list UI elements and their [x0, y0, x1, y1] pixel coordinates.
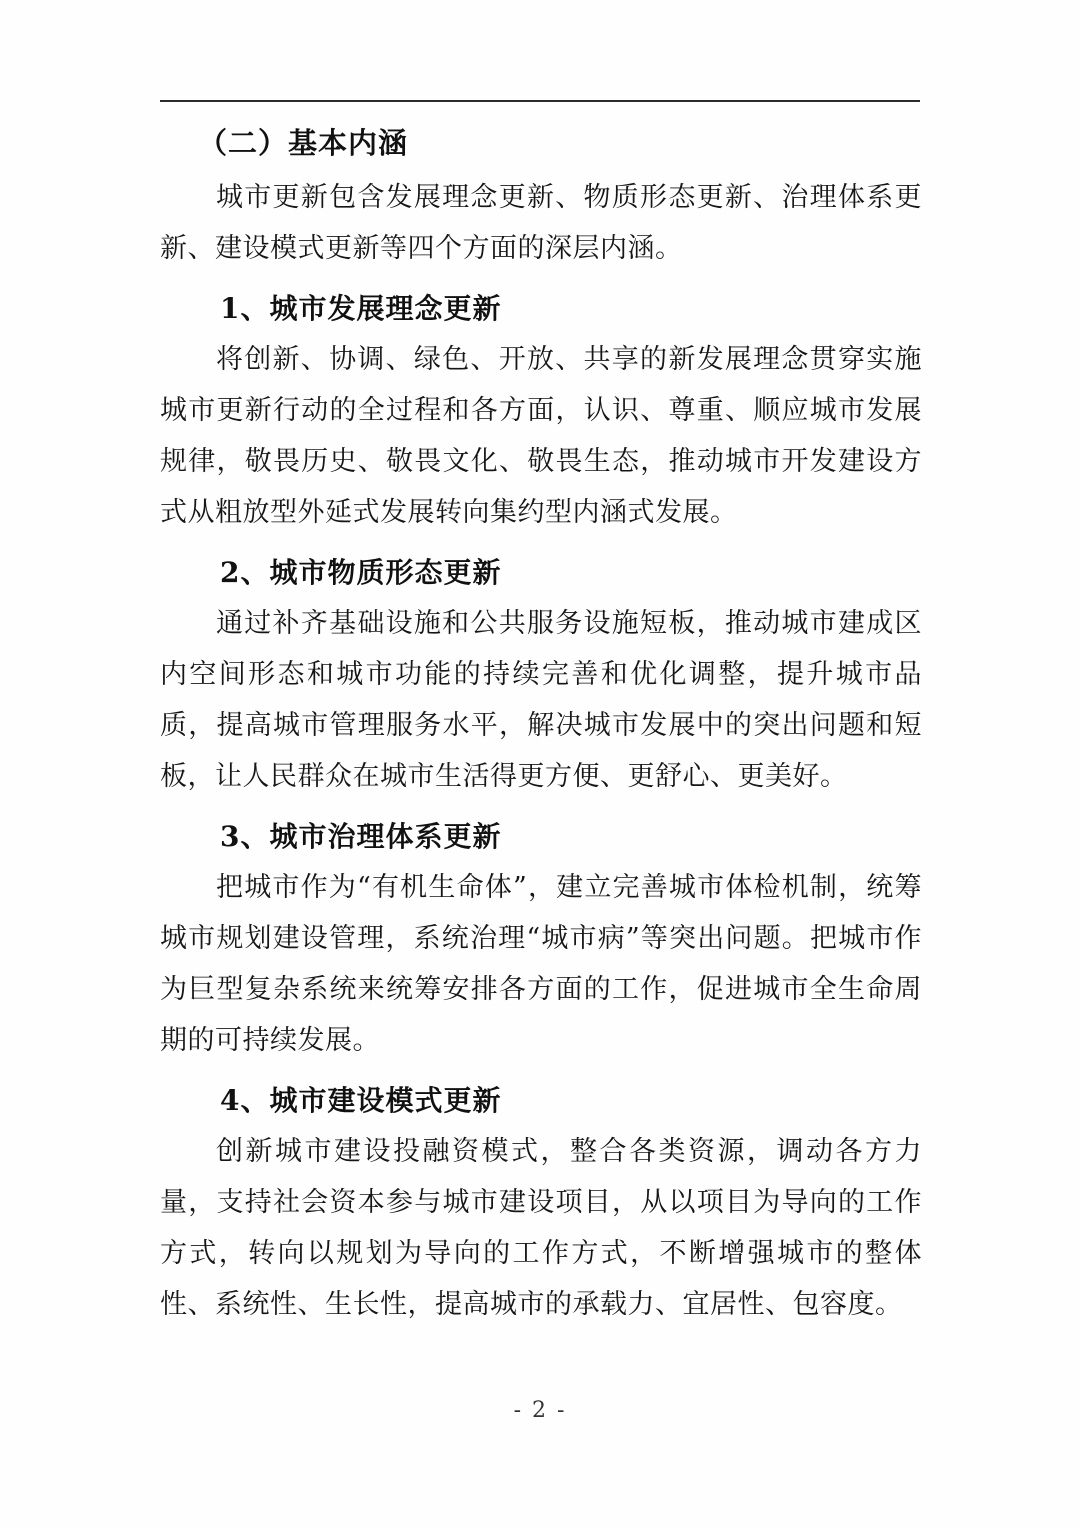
paragraph-construction-model: 创新城市建设投融资模式，整合各类资源，调动各方力量，支持社会资本参与城市建设项目，从以项目为导向的工作方式，转向以规划为导向的工作方式，不断增强城市的整体性、系统性、生长性，提高城市的承载力、宜居性、包容度。: [160, 1135, 922, 1320]
subsection-heading-physical-form: 2、城市物质形态更新: [220, 555, 502, 589]
paragraph-development-concept: 将创新、协调、绿色、开放、共享的新发展理念贯穿实施城市更新行动的全过程和各方面，认识、尊重、顺应城市发展规律，敬畏历史、敬畏文化、敬畏生态，推动城市开发建设方式从粗放型外延式发展转向集约型内涵式发展。: [160, 343, 922, 528]
subsection-heading-construction-model: 4、城市建设模式更新: [220, 1083, 502, 1117]
subsection-heading-development-concept: 1、城市发展理念更新: [220, 291, 502, 325]
paragraph-governance-system: 把城市作为“有机生命体”，建立完善城市体检机制，统筹城市规划建设管理，系统治理“城市病”等突出问题。把城市作为巨型复杂系统来统筹安排各方面的工作，促进城市全生命周期的可持续发展。: [160, 871, 922, 1056]
subsection-heading-governance-system: 3、城市治理体系更新: [220, 819, 502, 853]
section-heading-basic-connotation: （二）基本内涵: [198, 126, 409, 160]
paragraph-basic-connotation: 城市更新包含发展理念更新、物质形态更新、治理体系更新、建设模式更新等四个方面的深层内涵。: [160, 181, 922, 264]
paragraph-physical-form: 通过补齐基础设施和公共服务设施短板，推动城市建成区内空间形态和城市功能的持续完善和优化调整，提升城市品质，提高城市管理服务水平，解决城市发展中的突出问题和短板，让人民群众在城市生活得更方便、更舒心、更美好。: [160, 607, 922, 792]
document-body: [160, 122, 922, 1332]
header-divider: [160, 100, 920, 102]
page-number: - 2 -: [513, 1398, 567, 1423]
